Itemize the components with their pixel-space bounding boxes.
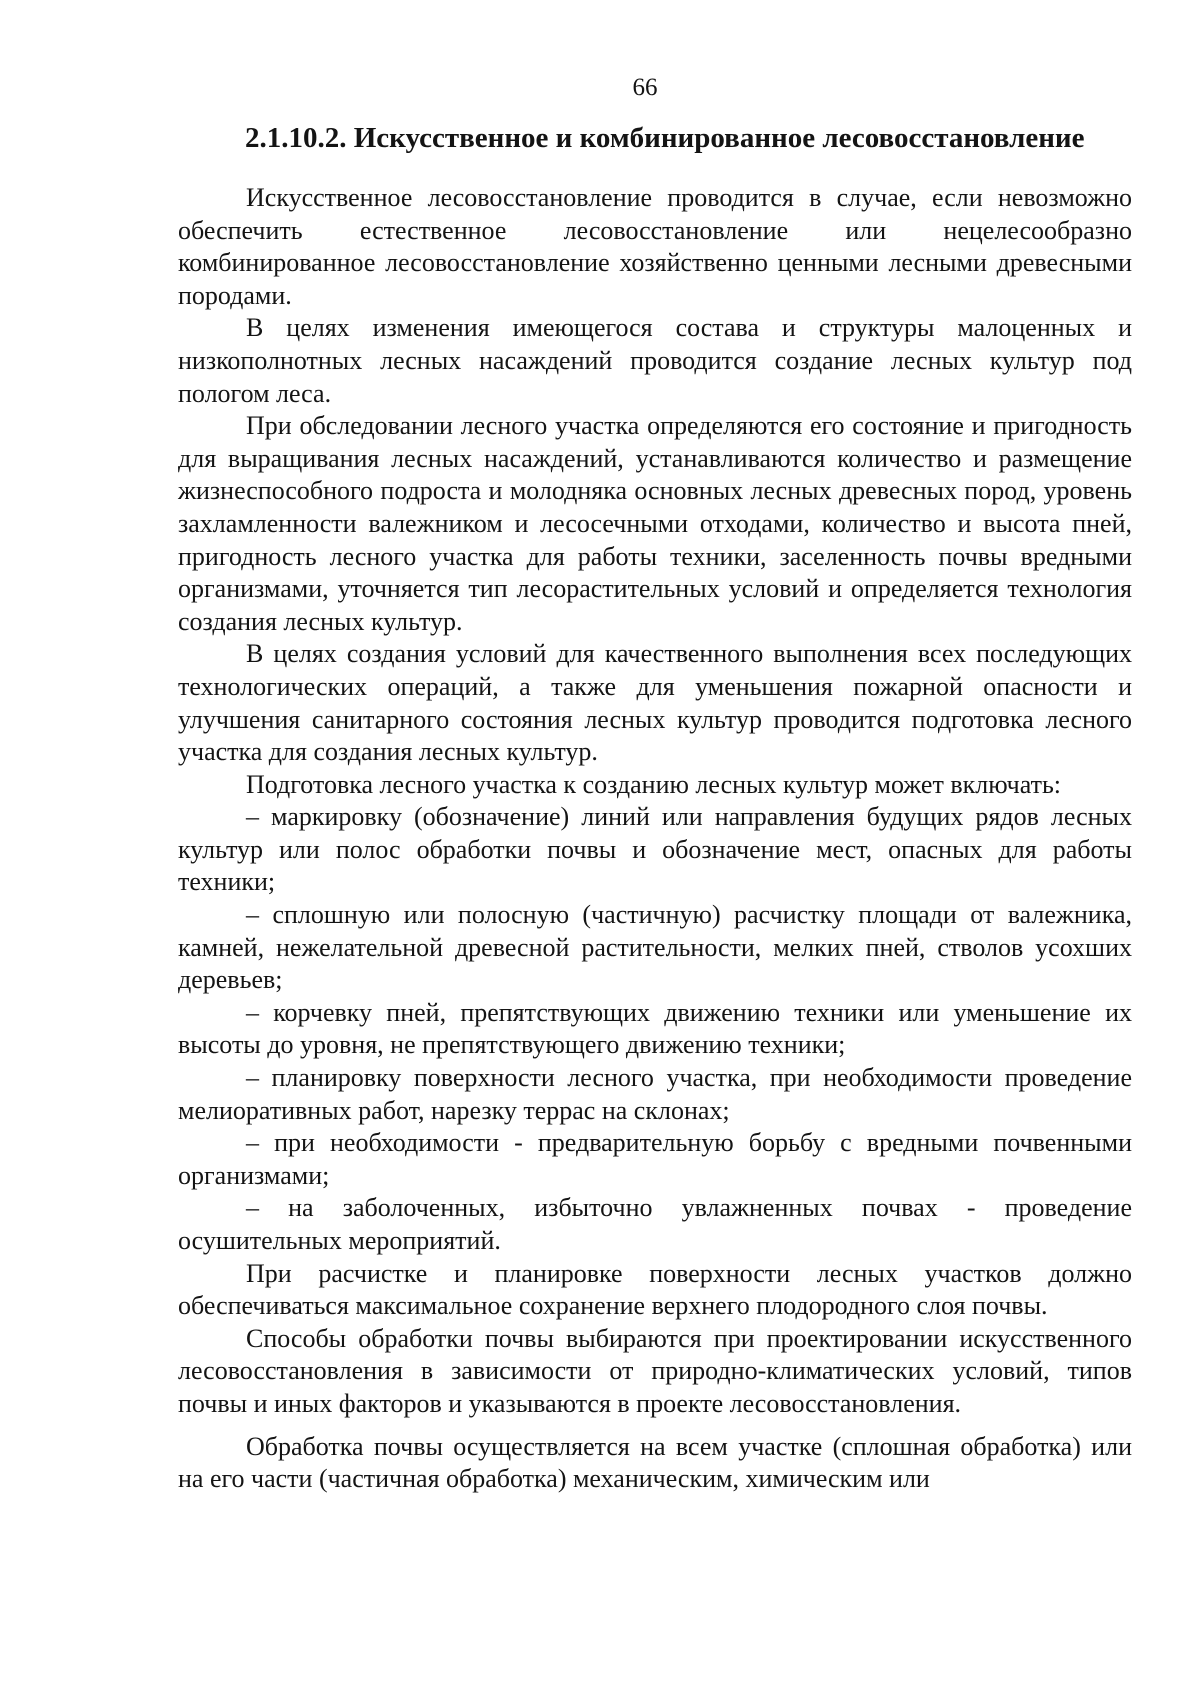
list-item-marking: – маркировку (обозначение) линий или направления будущих рядов лесных культур или полос обработки почвы и обозначение мест, опасных для работы техники; <box>178 802 1132 897</box>
paragraph-artificial-reforestation: Искусственное лесовосстановление проводится в случае, если невозможно обеспечить естественное лесовосстановление или нецелесообразно комбинированное лесовосстановление хозяйственно ценными лесными древесными породами. <box>178 183 1132 310</box>
paragraph-site-survey: При обследовании лесного участка определяются его состояние и пригодность для выращивания лесных насаждений, устанавливаются количество и размещение жизнеспособного подроста и молодняка основных лесных древесных пород, уровень захламленности валежником и лесосечными отходами, количество и высота пней, пригодность лесного участка для работы техники, заселенность почвы вредными организмами, уточняется тип лесорастительных условий и определяется технология создания лесных культур. <box>178 411 1132 636</box>
document-body <box>178 182 1132 1496</box>
list-item-pest-control: – при необходимости - предварительную борьбу с вредными почвенными организмами; <box>178 1128 1132 1190</box>
paragraph-composition-change: В целях изменения имеющегося состава и структуры малоценных и низкополнотных лесных насаждений проводится создание лесных культур под пологом леса. <box>178 313 1132 408</box>
page-number: 66 <box>632 74 658 101</box>
list-item-surface-planning: – планировку поверхности лесного участка, при необходимости проведение мелиоративных работ, нарезку террас на склонах; <box>178 1063 1132 1125</box>
section-heading: 2.1.10.2. Искусственное и комбинированное лесовосстановление <box>245 122 1085 154</box>
list-item-stump-removal: – корчевку пней, препятствующих движению техники или уменьшение их высоты до уровня, не препятствующего движению техники; <box>178 997 1132 1060</box>
paragraph-tillage-types: Обработка почвы осуществляется на всем участке (сплошная обработка) или на его части (частичная обработка) механическим, химическим или <box>178 1431 1132 1494</box>
paragraph-preparation-intro: Подготовка лесного участка к созданию лесных культур может включать: <box>246 769 1062 799</box>
list-item-clearing: – сплошную или полосную (частичную) расчистку площади от валежника, камней, нежелательной древесной растительности, мелких пней, стволов усохших деревьев; <box>178 900 1132 995</box>
paragraph-topsoil-preservation: При расчистке и планировке поверхности лесных участков должно обеспечиваться максимальное сохранение верхнего плодородного слоя почвы. <box>178 1258 1132 1321</box>
paragraph-site-preparation-purpose: В целях создания условий для качественного выполнения всех последующих технологических операций, а также для уменьшения пожарной опасности и улучшения санитарного состояния лесных культур проводится подготовка лесного участка для создания лесных культур. <box>178 639 1132 767</box>
paragraph-tillage-methods: Способы обработки почвы выбираются при проектировании искусственного лесовосстановления в зависимости от природно-климатических условий, типов почвы и иных факторов и указываются в проекте лесовосстановления. <box>178 1323 1132 1418</box>
list-item-drainage: – на заболоченных, избыточно увлажненных почвах - проведение осушительных мероприятий. <box>178 1193 1132 1255</box>
